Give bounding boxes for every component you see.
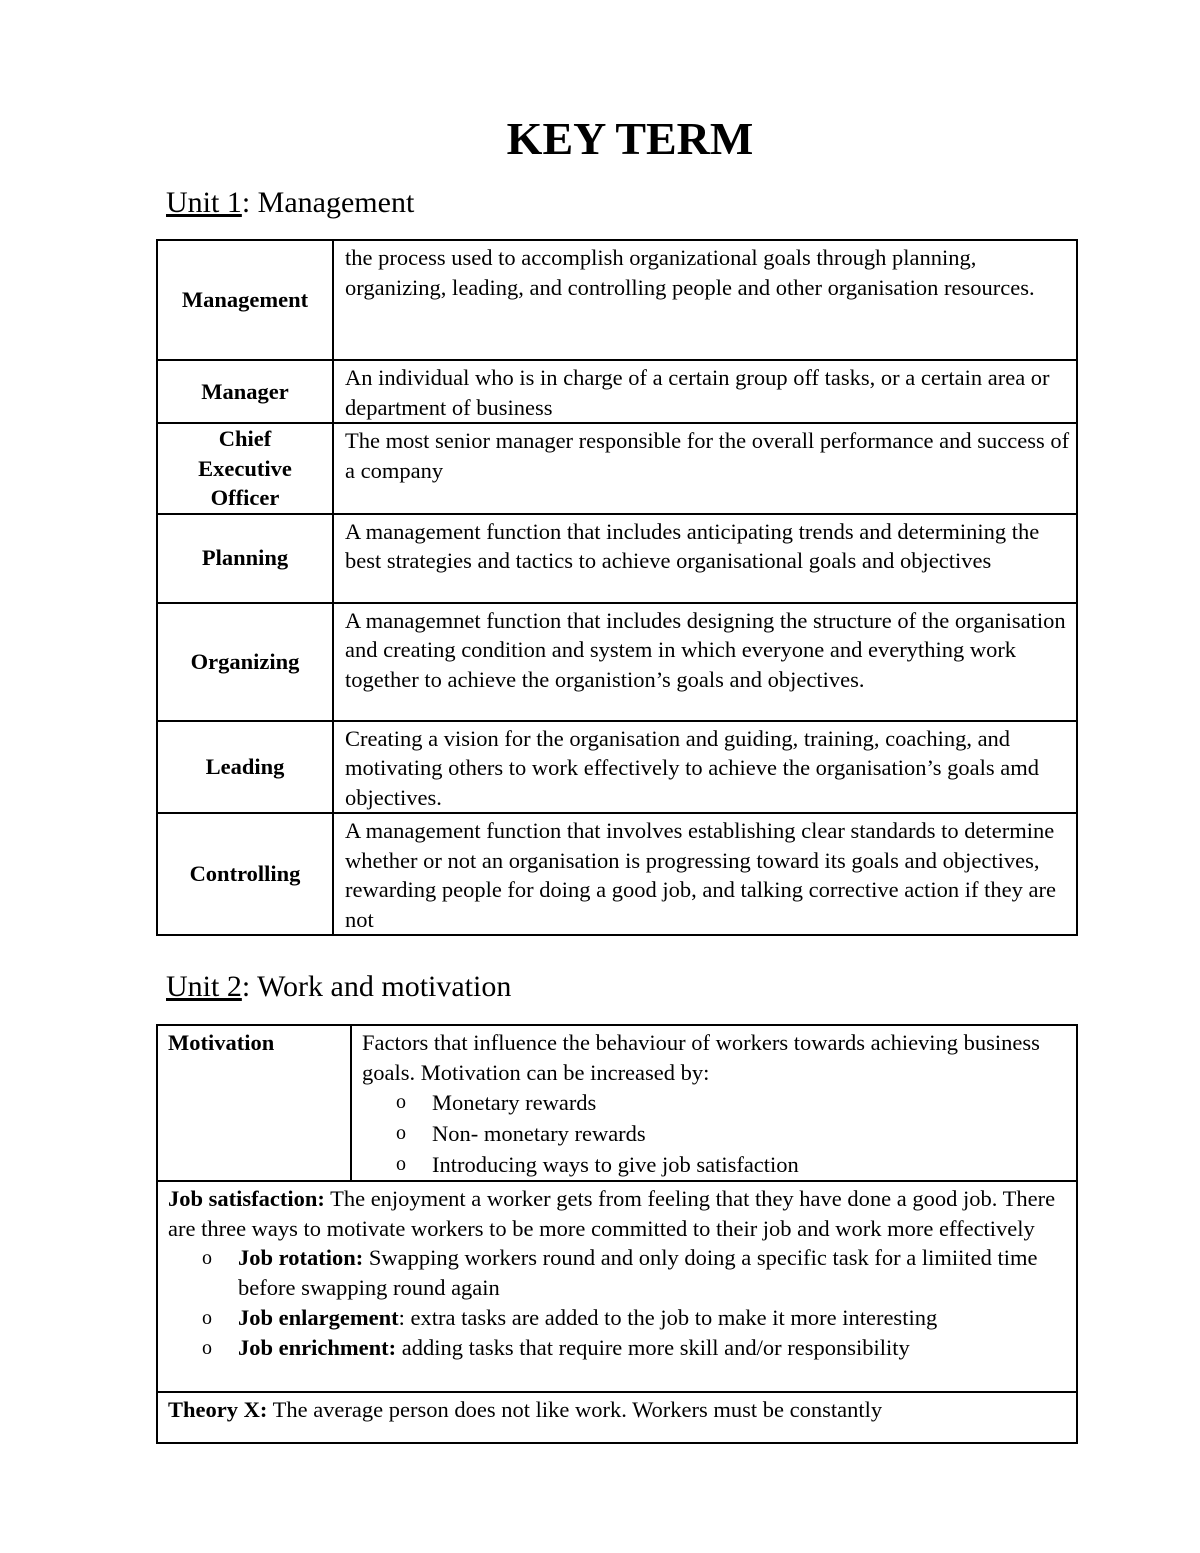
unit-2-heading: [166, 970, 511, 1004]
definition-cell: A management function that involves establishing clear standards to determine whether or not an organisation is progressing toward its goals and objectives, rewarding people for doing a good job, and talking corrective action if they are not: [333, 813, 1077, 935]
list-item: [362, 1087, 1066, 1118]
list-item: [168, 1243, 1066, 1303]
item-text: adding tasks that require more skill and/or responsibility: [396, 1335, 910, 1360]
term-cell: Chief Executive Officer: [157, 423, 333, 514]
bullet-marker: o: [202, 1247, 212, 1269]
term-cell: Manager: [157, 360, 333, 423]
unit-1-heading: [166, 186, 414, 220]
definition-cell: A managemnet function that includes designing the structure of the organisation and creating condition and system in which everyone and everything work together to achieve the organistion’s goals and objectives.: [333, 603, 1077, 721]
bullet-marker: o: [202, 1307, 212, 1329]
motivation-bullet-list: [362, 1087, 1066, 1180]
list-item-text: Introducing ways to give job satisfaction: [432, 1152, 799, 1177]
term-cell: Controlling: [157, 813, 333, 935]
unit-1-table: [156, 239, 1078, 936]
table-row: [157, 1392, 1077, 1443]
definition-cell: The most senior manager responsible for the overall performance and success of a company: [333, 423, 1077, 514]
table-row: [157, 813, 1077, 935]
table-row: [157, 1025, 1077, 1181]
definition-cell: An individual who is in charge of a certain group off tasks, or a certain area or department of business: [333, 360, 1077, 423]
term-cell: Motivation: [157, 1025, 351, 1181]
list-item: [168, 1303, 1066, 1333]
list-item-text: Non- monetary rewards: [432, 1121, 646, 1146]
term-label: Theory X:: [168, 1397, 268, 1422]
term-text: The average person does not like work. Workers must be constantly: [267, 1397, 883, 1422]
page-title: KEY TERM: [506, 113, 754, 164]
term-cell: Planning: [157, 514, 333, 603]
term-cell: Leading: [157, 721, 333, 814]
item-term: Job rotation:: [238, 1245, 364, 1270]
term-text: The enjoyment a worker gets from feeling that they have done a good job. There are three ways to motivate workers to be more committed to their job and work more effectively: [168, 1186, 1056, 1241]
term-label: Job satisfaction:: [168, 1186, 325, 1211]
motivation-intro: Factors that influence the behaviour of workers towards achieving business goals. Motivation can be increased by:: [362, 1030, 1040, 1085]
item-term: Job enlargement: [238, 1305, 399, 1330]
item-text: : extra tasks are added to the job to make it more interesting: [398, 1305, 938, 1330]
unit-2-table: [156, 1024, 1078, 1444]
list-item: [362, 1149, 1066, 1180]
term-cell: Organizing: [157, 603, 333, 721]
bullet-marker: o: [202, 1337, 212, 1359]
job-satisfaction-paragraph: [168, 1184, 1066, 1243]
list-item: [168, 1333, 1066, 1363]
table-row: [157, 360, 1077, 423]
bullet-marker: o: [396, 1091, 406, 1113]
theory-x-cell: [157, 1392, 1077, 1443]
table-row: [157, 1181, 1077, 1392]
table-row: [157, 721, 1077, 814]
table-row: [157, 514, 1077, 603]
table-row: [157, 423, 1077, 514]
table-row: [157, 603, 1077, 721]
definition-cell: [351, 1025, 1077, 1181]
unit-1-name: : Management: [241, 186, 415, 219]
definition-cell: Creating a vision for the organisation and guiding, training, coaching, and motivating others to work effectively to achieve the organisation’s goals amd objectives.: [333, 721, 1077, 814]
item-term: Job enrichment:: [238, 1335, 397, 1360]
definition-cell: the process used to accomplish organizational goals through planning, organizing, leading, and controlling people and other organisation resources.: [333, 240, 1077, 360]
bullet-marker: o: [396, 1153, 406, 1175]
job-satisfaction-list: [168, 1243, 1066, 1363]
item-text: Swapping workers round and only doing a specific task for a limiited time before swapping round again: [238, 1245, 1038, 1300]
table-row: [157, 240, 1077, 360]
unit-2-label: Unit 2: [166, 970, 242, 1003]
job-satisfaction-cell: [157, 1181, 1077, 1392]
unit-1-label: Unit 1: [166, 186, 242, 219]
definition-cell: A management function that includes anticipating trends and determining the best strategies and tactics to achieve organisational goals and objectives: [333, 514, 1077, 603]
bullet-marker: o: [396, 1122, 406, 1144]
term-cell: Management: [157, 240, 333, 360]
list-item-text: Monetary rewards: [432, 1090, 597, 1115]
list-item: [362, 1118, 1066, 1149]
unit-2-name: : Work and motivation: [241, 970, 512, 1003]
